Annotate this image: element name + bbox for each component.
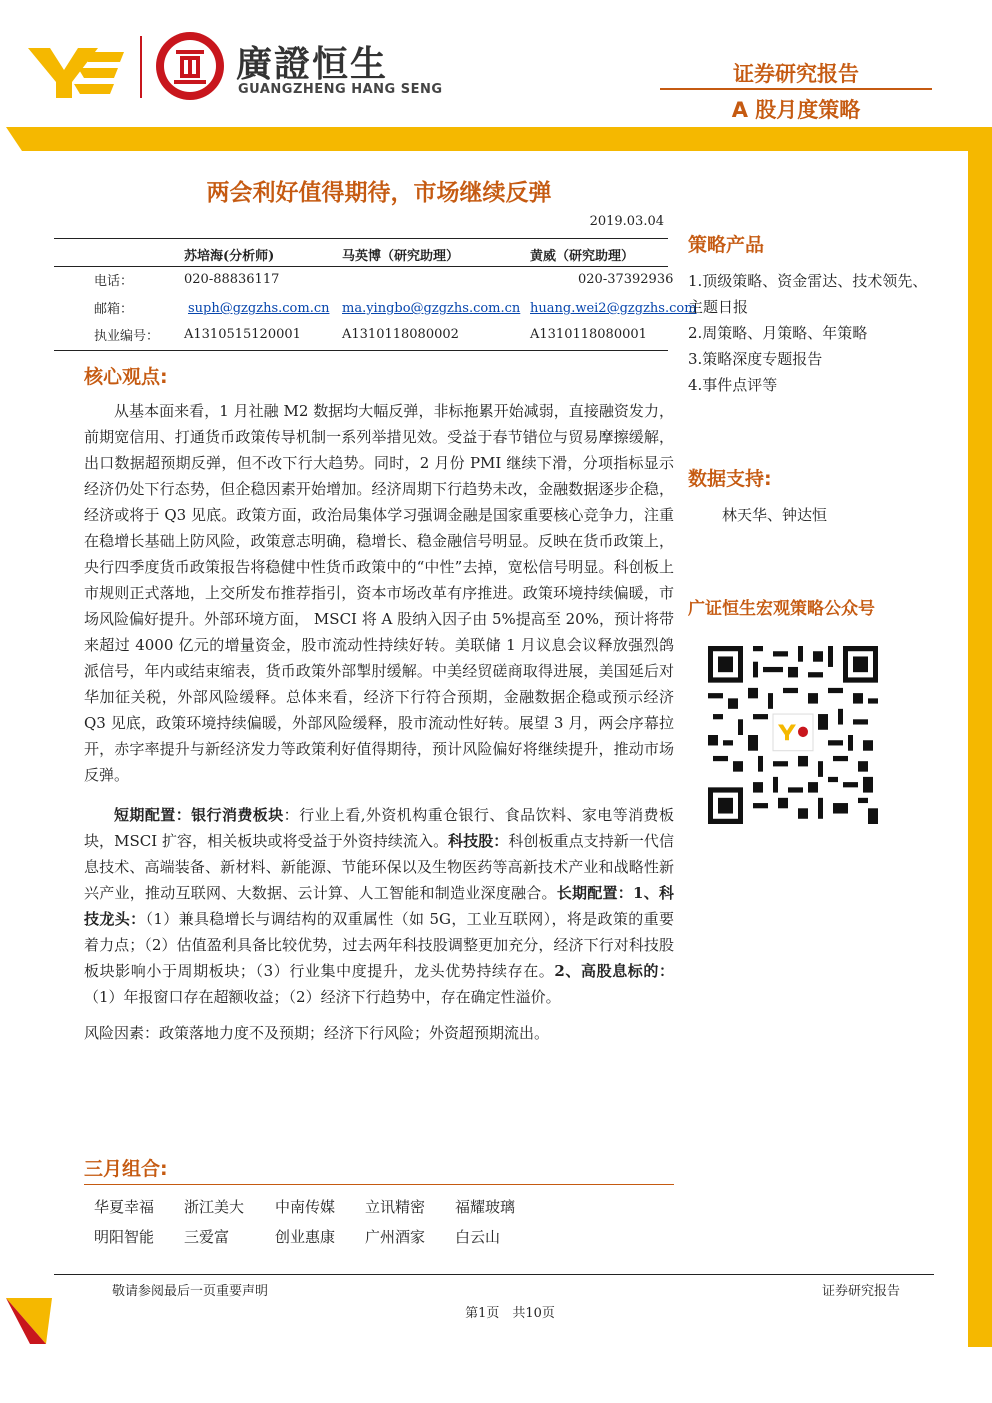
portfolio-stock: 三爱富 <box>184 1228 230 1246</box>
phone-label: 电话： <box>94 274 134 289</box>
brand-name-cn: 廣證恒生 <box>236 44 389 85</box>
products-item: 4.事件点评等 <box>688 376 778 394</box>
footer-report-label: 证券研究报告 <box>822 1284 901 1299</box>
report-type: 证券研究报告 <box>733 62 859 86</box>
seal-logo-icon <box>156 32 224 100</box>
analyst-name-1: 苏培海(分析师) <box>184 249 275 264</box>
core-view-paragraph-2 <box>84 802 674 1010</box>
phone-1: 020-88836117 <box>184 272 280 287</box>
email-link-2[interactable]: ma.yingbo@gzgzhs.com.cn <box>342 301 521 316</box>
email-label: 邮箱： <box>94 302 134 317</box>
license-label: 执业编号： <box>94 329 160 344</box>
license-1: A1310515120001 <box>184 327 301 342</box>
wechat-heading: 广证恒生宏观策略公众号 <box>688 599 875 619</box>
right-accent-bar <box>968 127 992 1347</box>
core-view-heading: 核心观点: <box>84 366 168 388</box>
analyst-name-2: 马英博（研究助理） <box>342 249 460 264</box>
report-title: 两会利好值得期待，市场继续反弹 <box>206 180 552 206</box>
portfolio-stock: 广州酒家 <box>365 1228 426 1246</box>
footer-corner-triangle <box>6 1298 52 1344</box>
tech-text: 科创板重点支持新一代信息技术、高端装备、新材料、新能源、节能环保以及生物医药等高新技术产业和战略性新兴产业，推动互联网、大数据、云计算、人工智能和制造业深度融合。 <box>84 832 674 902</box>
portfolio-stock: 华夏幸福 <box>94 1198 155 1216</box>
data-support-heading: 数据支持: <box>688 468 772 490</box>
portfolio-stock: 福耀玻璃 <box>455 1198 516 1216</box>
portfolio-stock: 创业惠康 <box>275 1228 336 1246</box>
logo-separator <box>140 36 142 98</box>
portfolio-divider <box>84 1184 674 1185</box>
long-term-text: （1）兼具稳增长与调结构的双重属性（如 5G，工业互联网），将是政策的重要着力点；（2）估值盈利具备比较优势，过去两年科技股调整更加充分，经济下行对科技股板块影响小于周期板块；（3）行业集中度提升，龙头优势持续存在。 <box>84 910 674 980</box>
long-term-label: 长期配置：1、科技龙头： <box>84 884 674 928</box>
products-item: 主题日报 <box>688 298 749 316</box>
products-heading: 策略产品 <box>688 234 765 256</box>
products-item: 1.顶级策略、资金雷达、技术领先、 <box>688 272 928 290</box>
analyst-divider <box>54 266 668 267</box>
products-item: 2.周策略、月策略、年策略 <box>688 324 868 342</box>
dividend-label: 2、高股息标的： <box>554 962 674 980</box>
header-band <box>6 127 992 151</box>
page-number: 第1页 共10页 <box>465 1306 555 1321</box>
products-list <box>688 268 927 398</box>
report-date: 2019.03.04 <box>589 214 664 229</box>
risk-factors: 风险因素：政策落地力度不及预期；经济下行风险；外资超预期流出。 <box>84 1024 550 1042</box>
short-term-text: ：行业上看,外资机构重仓银行、食品饮料、家电等消费板块，MSCI 扩容，相关板块或将受益于外资持续流入。 <box>84 806 674 850</box>
report-type-divider <box>660 88 932 90</box>
report-subtype: A 股月度策略 <box>731 98 861 122</box>
footer-divider <box>54 1274 934 1275</box>
footer-disclaimer: 敬请参阅最后一页重要声明 <box>112 1284 269 1299</box>
portfolio-stock: 浙江美大 <box>184 1198 245 1216</box>
core-view-paragraph-1: 从基本面来看，1 月社融 M2 数据均大幅反弹，非标拖累开始减弱，直接融资发力，前期宽信用、打通货币政策传导机制一系列举措见效。受益于春节错位与贸易摩擦缓解，出口数据超预期反弹，但不改下行大趋势。同时，2 月份 PMI 继续下滑，分项指标显示经济仍处下行态势，但企稳因素开始增加。经济周期下行趋势未改，金融数据逐步企稳，经济或将于 Q3 见底。政策方面，政治局集体学习强调金融是国家重要核心竞争力，注重在稳增长基础上防风险，政策意志明确，稳增长、稳金融信号明显。反映在货币政策上，央行四季度货币政策报告将稳健中性货币政策中的“中性”去掉，宽松信号明显。科创板上市规则正式落地，上交所发布推荐指引，资本市场改革有序推进。政策环境持续偏暖，市场风险偏好提升。外部环境方面， MSCI 将 A 股纳入因子由 5%提高至 20%，预计将带来超过 4000 亿元的增量资金，股市流动性持续好转。美联储 1 月议息会议释放强烈鸽派信号，年内或结束缩表，货币政策外部掣肘缓解。中美经贸磋商取得进展，美国延后对华加征关税，外部风险缓释。总体来看，经济下行符合预期，金融数据企稳或预示经济 Q3 见底，政策环境持续偏暖，外部风险缓释，股市流动性好转。展望 3 月，两会序幕拉开，赤字率提升与新经济发力等政策利好值得期待，预计风险偏好将继续提升，推动市场反弹。 <box>84 402 674 784</box>
portfolio-stock: 明阳智能 <box>94 1228 155 1246</box>
tech-label: 科技股： <box>448 832 509 850</box>
title-divider <box>54 238 668 239</box>
phone-2: 020-37392936 <box>578 272 674 287</box>
brand-name-en: GUANGZHENG HANG SENG <box>238 82 443 97</box>
license-2: A1310118080002 <box>342 327 459 342</box>
wechat-qr-code-icon[interactable] <box>708 646 878 824</box>
portfolio-stock: 立讯精密 <box>365 1198 426 1216</box>
core-view-body <box>84 398 674 1046</box>
portfolio-stock: 白云山 <box>455 1228 501 1246</box>
email-link-3[interactable]: huang.wei2@gzgzhs.com <box>530 301 697 316</box>
analyst-name-3: 黄威（研究助理） <box>530 249 635 264</box>
short-term-label: 短期配置：银行消费板块 <box>114 806 284 824</box>
email-link-1[interactable]: suph@gzgzhs.com.cn <box>188 301 330 316</box>
portfolio-heading: 三月组合: <box>84 1158 168 1180</box>
dividend-text: （1）年报窗口存在超额收益；（2）经济下行趋势中，存在确定性溢价。 <box>84 988 561 1006</box>
table-divider <box>54 350 668 351</box>
portfolio-stock: 中南传媒 <box>275 1198 336 1216</box>
data-support-names: 林天华、钟达恒 <box>722 506 828 524</box>
company-logo-icon <box>28 38 124 98</box>
products-item: 3.策略深度专题报告 <box>688 350 823 368</box>
license-3: A1310118080001 <box>530 327 647 342</box>
